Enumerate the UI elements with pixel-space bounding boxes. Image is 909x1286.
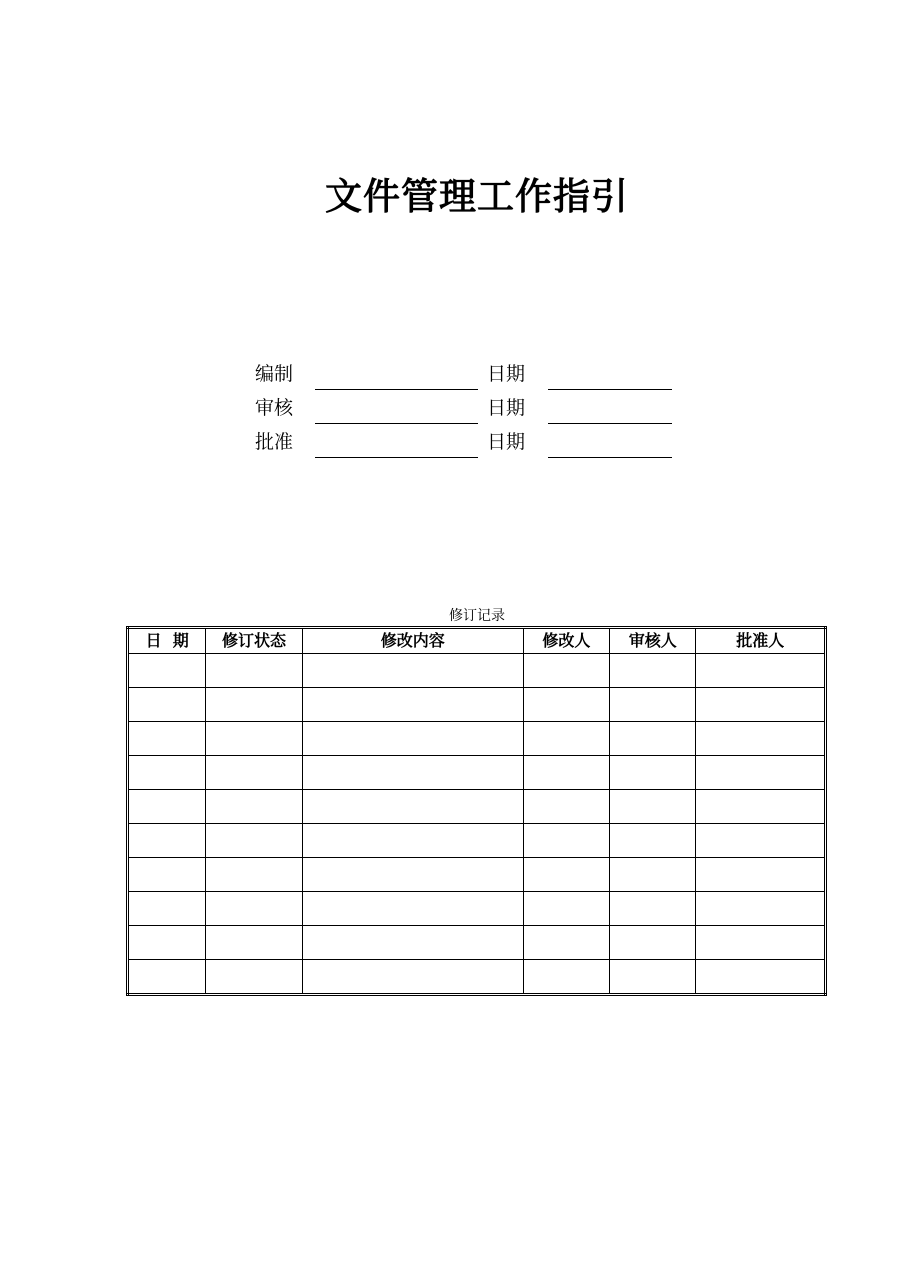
approved-by-cell[interactable] [696,688,826,722]
table-row [128,824,826,858]
modified-by-cell[interactable] [523,688,609,722]
document-title: 文件管理工作指引 [325,174,629,218]
modified-by-cell[interactable] [523,722,609,756]
table-row [128,654,826,688]
change-content-cell[interactable] [302,790,523,824]
reviewed-by-cell[interactable] [610,790,696,824]
reviewed-by-cell[interactable] [610,892,696,926]
modified-by-cell[interactable] [523,756,609,790]
signature-date-label: 日期 [487,397,526,419]
table-row [128,892,826,926]
date-cell[interactable] [128,688,206,722]
table-row [128,756,826,790]
revision-status-cell[interactable] [206,722,302,756]
reviewed-by-cell[interactable] [610,824,696,858]
change-content-cell[interactable] [302,654,523,688]
reviewed-by-cell[interactable] [610,722,696,756]
signature-date-label: 日期 [487,431,526,453]
signature-role-label: 审核 [255,397,294,419]
revision-status-cell[interactable] [206,790,302,824]
column-header-change-content: 修改内容 [302,628,523,654]
signature-row-reviewed [255,390,675,424]
modified-by-cell[interactable] [523,790,609,824]
signature-role-label: 编制 [255,363,294,385]
revision-status-cell[interactable] [206,824,302,858]
approved-by-cell[interactable] [696,722,826,756]
modified-by-cell[interactable] [523,824,609,858]
column-header-approved-by: 批准人 [696,628,826,654]
signature-date-line[interactable] [548,457,672,458]
signature-name-line[interactable] [315,457,478,458]
table-row [128,926,826,960]
signature-row-approved [255,424,675,458]
date-cell[interactable] [128,858,206,892]
date-cell[interactable] [128,960,206,995]
revision-status-cell[interactable] [206,756,302,790]
approved-by-cell[interactable] [696,892,826,926]
revision-record-table [126,626,827,996]
column-header-date: 日 期 [128,628,206,654]
reviewed-by-cell[interactable] [610,756,696,790]
approved-by-cell[interactable] [696,824,826,858]
date-cell[interactable] [128,756,206,790]
change-content-cell[interactable] [302,926,523,960]
table-row [128,722,826,756]
modified-by-cell[interactable] [523,654,609,688]
approved-by-cell[interactable] [696,858,826,892]
change-content-cell[interactable] [302,960,523,995]
approved-by-cell[interactable] [696,926,826,960]
column-header-modified-by: 修改人 [523,628,609,654]
change-content-cell[interactable] [302,892,523,926]
change-content-cell[interactable] [302,688,523,722]
reviewed-by-cell[interactable] [610,688,696,722]
signature-date-label: 日期 [487,363,526,385]
table-row [128,858,826,892]
signature-role-label: 批准 [255,431,294,453]
revision-record-body [128,654,826,995]
signature-row-prepared [255,356,675,390]
modified-by-cell[interactable] [523,960,609,995]
modified-by-cell[interactable] [523,926,609,960]
column-header-reviewed-by: 审核人 [610,628,696,654]
reviewed-by-cell[interactable] [610,960,696,995]
revision-record-caption: 修订记录 [449,608,505,624]
revision-status-cell[interactable] [206,960,302,995]
date-cell[interactable] [128,790,206,824]
table-row [128,790,826,824]
date-cell[interactable] [128,654,206,688]
reviewed-by-cell[interactable] [610,654,696,688]
change-content-cell[interactable] [302,824,523,858]
revision-status-cell[interactable] [206,858,302,892]
change-content-cell[interactable] [302,858,523,892]
signature-block [255,356,675,458]
table-row [128,688,826,722]
revision-status-cell[interactable] [206,654,302,688]
table-row [128,960,826,995]
date-cell[interactable] [128,892,206,926]
date-cell[interactable] [128,722,206,756]
reviewed-by-cell[interactable] [610,858,696,892]
revision-status-cell[interactable] [206,926,302,960]
approved-by-cell[interactable] [696,756,826,790]
revision-status-cell[interactable] [206,892,302,926]
date-cell[interactable] [128,824,206,858]
modified-by-cell[interactable] [523,858,609,892]
approved-by-cell[interactable] [696,960,826,995]
approved-by-cell[interactable] [696,790,826,824]
approved-by-cell[interactable] [696,654,826,688]
change-content-cell[interactable] [302,722,523,756]
table-header-row [128,628,826,654]
change-content-cell[interactable] [302,756,523,790]
modified-by-cell[interactable] [523,892,609,926]
reviewed-by-cell[interactable] [610,926,696,960]
revision-status-cell[interactable] [206,688,302,722]
column-header-revision-status: 修订状态 [206,628,302,654]
date-cell[interactable] [128,926,206,960]
